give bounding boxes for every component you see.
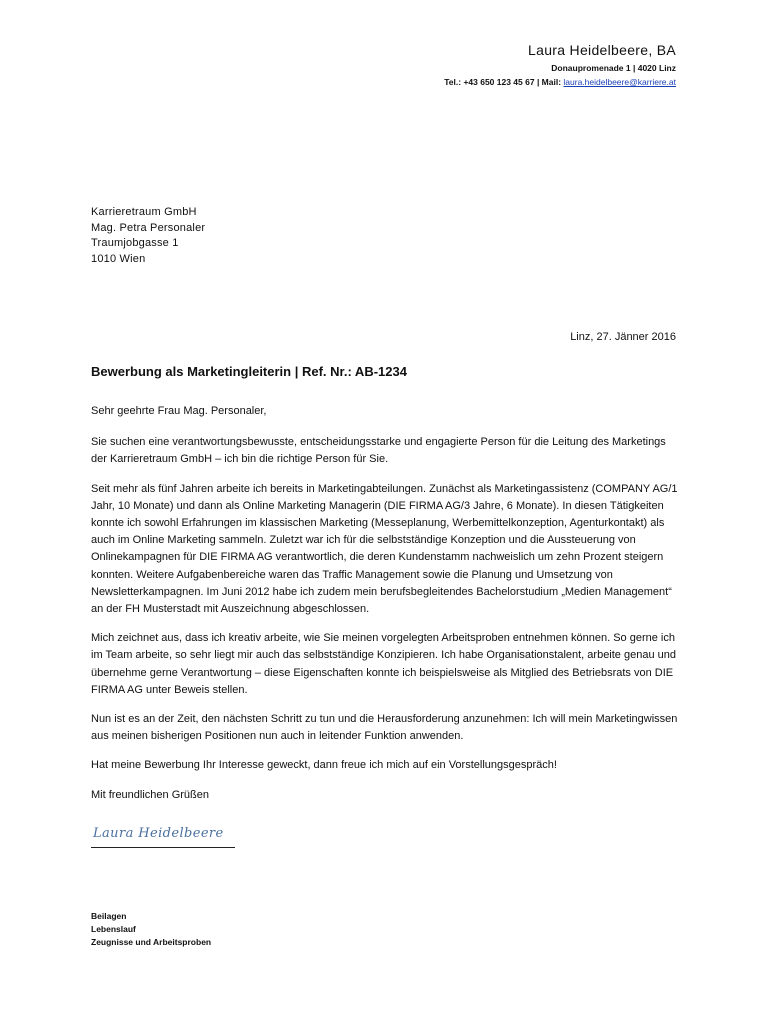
recipient-city: 1010 Wien [91, 252, 146, 265]
attachments-block [91, 910, 211, 949]
salutation: Sehr geehrte Frau Mag. Personaler, [91, 405, 267, 417]
sender-email-link[interactable]: laura.heidelbeere@karriere.at [563, 77, 676, 87]
recipient-person: Mag. Petra Personaler [91, 221, 206, 234]
letter-date: Linz, 27. Jänner 2016 [570, 331, 676, 343]
paragraph-strengths: Mich zeichnet aus, dass ich kreativ arbeite, wie Sie meinen vorgelegten Arbeitsproben entnehmen können. So gerne ich im Team arbeite, so sehr liegt mir auch das selbstständige Konzipieren. Ich habe Organisationstalent, arbeite genau und übernehme gerne Verantwortung – diese Eigenschaften konnte ich beispielsweise als Mitglied des Betriebsrats von DIE FIRMA AG unter Beweis stellen. [91, 632, 676, 696]
attachment-item: Lebenslauf [91, 924, 136, 934]
sender-contact [444, 75, 676, 89]
signature-block [91, 826, 235, 848]
letter-body [91, 403, 681, 816]
recipient-company: Karrieretraum GmbH [91, 206, 197, 218]
sender-block [444, 42, 676, 89]
paragraph-intro: Sie suchen eine verantwortungsbewusste, entscheidungsstarke und engagierte Person für die Leitung des Marketings der Karrieretraum GmbH – ich bin die richtige Person für Sie. [91, 436, 666, 466]
paragraph-experience: Seit mehr als fünf Jahren arbeite ich bereits in Marketingabteilungen. Zunächst als Marketingassistenz (COMPANY AG/1 Jahr, 10 Monate) und dann als Online Marketing Managerin (DIE FIRMA AG/3 Jahre, 6 Monate). In diesen Tätigkeiten konnte ich sowohl Erfahrungen im klassischen Marketing (Messeplanung, Werbemittelkonzeption, Agenturkontakt) als auch im Online Marketing sammeln. Zuletzt war ich für die selbstständige Konzeption und die Aussteuerung von Onlinekampagnen für DIE FIRMA AG verantwortlich, die deren Kundenstamm nachweislich um zehn Prozent steigern konnten. Weitere Aufgabenbereiche waren das Traffic Management sowie die Planung und Umsetzung von Newsletterkampagnen. Im Juni 2012 habe ich zudem mein berufsbegleitendes Bachelorstudium „Medien Management“ an der FH Musterstadt mit Auszeichnung abgeschlossen. [91, 482, 678, 616]
sender-address: Donaupromenade 1 | 4020 Linz [551, 63, 676, 73]
paragraph-closing-request: Hat meine Bewerbung Ihr Interesse geweckt, dann freue ich mich auf ein Vorstellungsgespräch! [91, 759, 557, 772]
recipient-block [91, 205, 205, 267]
handwritten-signature: Laura Heidelbeere [93, 826, 224, 841]
paragraph-motivation: Nun ist es an der Zeit, den nächsten Schritt zu tun und die Herausforderung anzunehmen: Ich will mein Marketingwissen aus meinen bisherigen Positionen nun auch in leitender Funktion anwenden. [91, 713, 678, 743]
signature-line [91, 847, 235, 848]
attachment-item: Zeugnisse und Arbeitsproben [91, 937, 212, 947]
sender-phone: Tel.: +43 650 123 45 67 | Mail: [444, 77, 564, 87]
attachments-heading: Beilagen [91, 911, 127, 921]
recipient-street: Traumjobgasse 1 [91, 237, 179, 249]
letter-subject: Bewerbung als Marketingleiterin | Ref. Nr.: AB-1234 [91, 364, 407, 379]
closing-greeting: Mit freundlichen Grüßen [91, 788, 209, 801]
sender-name: Laura Heidelbeere, BA [528, 42, 676, 58]
